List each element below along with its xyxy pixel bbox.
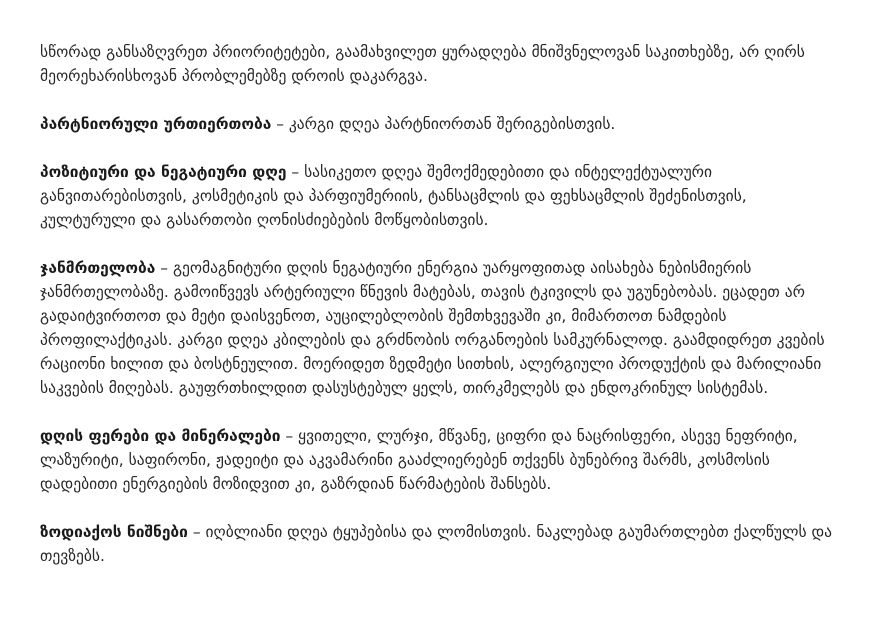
zodiac-signs-paragraph [40,520,838,568]
day-quality-text: – სასიკეთო დღეა შემოქმედებითი და ინტელექტუალური განვითარებისთვის, კოსმეტიკის და პარფიუმერიის, ტანსაცმლის და ფეხსაცმლის შეძენისთვის, კულტურული და გასართობი ღონისძიებების მოწყობისთვის. [40,163,747,229]
colors-minerals-text: – ყვითელი, ლურჯი, მწვანე, ციფრი და ნაცრისფერი, ასევე ნეფრიტი, ლაზურიტი, საფირონი, ჟადეიტი და აკვამარინი გააძლიერებენ თქვენს ბუნებრივ შარმს, კოსმოსის დადებითი ენერგიების მოზიდვით კი, გაზრდიან წარმატების შანსებს. [40,427,798,493]
colors-minerals-paragraph [40,424,838,496]
intro-paragraph [40,40,838,88]
day-quality-heading: პოზიტიური და ნეგატიური დღე [40,163,287,181]
health-paragraph [40,256,838,400]
day-quality-paragraph [40,160,838,232]
partnership-heading: პარტნიორული ურთიერთობა [40,115,272,133]
partnership-paragraph [40,112,838,136]
zodiac-signs-heading: ზოდიაქოს ნიშნები [40,523,188,541]
health-heading: ჯანმრთელობა [40,259,156,277]
colors-minerals-heading: დღის ფერები და მინერალები [40,427,281,445]
intro-text: სწორად განსაზღვრეთ პრიორიტეტები, გაამახვილეთ ყურადღება მნიშვნელოვან საკითხებზე, არ ღირს მეორეხარისხოვან პრობლემებზე დროის დაკარგვა. [40,43,805,85]
health-text: – გეომაგნიტური დღის ნეგატიური ენერგია უარყოფითად აისახება ნებისმიერის ჯანმრთელობაზე. გამოიწვევს არტერიული წნევის მატებას, თავის ტკივილს და უგუნებობას. ეცადეთ არ გადაიტვირთოთ და მეტი დაისვენოთ, აუცილებლობის შემთხვევაში კი, მიმართოთ ნამდების პროფილაქტიკას. კარგი დღეა კბილების და გრძნობის ორგანოების სამკურნალოდ. გაამდიდრეთ კვების რაციონი ხილით და ბოსტნეულით. მოერიდეთ ზედმეტი სითხის, ალერგიული პროდუქტის და მარილიანი საკვების მიღებას. გაუფრთხილდით დასუსტებულ ყელს, თირკმელებს და ენდოკრინულ სისტემას. [40,259,825,397]
partnership-text: – კარგი დღეა პარტნიორთან შერიგებისთვის. [271,115,616,133]
zodiac-signs-text: – იღბლიანი დღეა ტყუპებისა და ლომისთვის. ნაკლებად გაუმართლებთ ქალწულს და თევზებს. [40,523,833,565]
